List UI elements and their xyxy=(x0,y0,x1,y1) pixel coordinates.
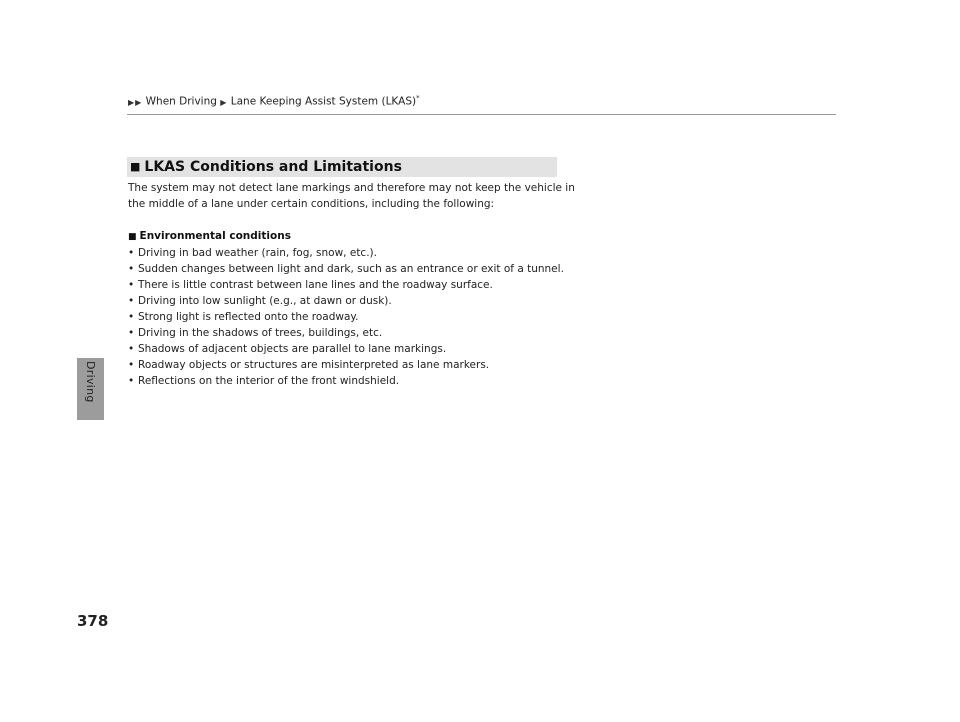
intro-line-2: the middle of a lane under certain conditions, including the following: xyxy=(128,198,495,210)
triangle-right-icon: ▶ xyxy=(135,97,142,107)
square-bullet-icon: ■ xyxy=(130,160,141,173)
breadcrumb-item-lkas[interactable]: Lane Keeping Assist System (LKAS) xyxy=(230,95,417,108)
list-item: • Roadway objects or structures are misinterpreted as lane markers. xyxy=(128,357,588,373)
list-item: • Driving in the shadows of trees, buildings, etc. xyxy=(128,325,588,341)
page-number: 378 xyxy=(77,612,109,630)
breadcrumb xyxy=(128,94,420,108)
list-item: • Shadows of adjacent objects are parallel to lane markings. xyxy=(128,341,588,357)
triangle-right-icon: ▶ xyxy=(220,97,227,107)
condition-list xyxy=(128,245,588,389)
square-bullet-icon: ■ xyxy=(128,232,137,242)
list-item: • Driving in bad weather (rain, fog, snow, etc.). xyxy=(128,245,588,261)
asterisk-mark: * xyxy=(416,94,420,102)
breadcrumb-item-when-driving[interactable]: When Driving xyxy=(145,95,217,108)
list-item: • There is little contrast between lane lines and the roadway surface. xyxy=(128,277,588,293)
subsection-title: ■ Environmental conditions xyxy=(128,230,291,242)
list-item: • Reflections on the interior of the front windshield. xyxy=(128,373,588,389)
list-item: • Driving into low sunlight (e.g., at dawn or dusk). xyxy=(128,293,588,309)
section-body xyxy=(128,180,588,389)
intro-line-1: The system may not detect lane markings and therefore may not keep the vehicle in xyxy=(128,182,575,194)
list-item: • Sudden changes between light and dark, such as an entrance or exit of a tunnel. xyxy=(128,261,588,277)
list-item: • Strong light is reflected onto the roadway. xyxy=(128,309,588,325)
section-title: ■ LKAS Conditions and Limitations xyxy=(130,159,402,175)
header-divider xyxy=(127,114,836,115)
chapter-label: Driving xyxy=(84,361,97,403)
triangle-right-icon: ▶ xyxy=(128,97,135,107)
